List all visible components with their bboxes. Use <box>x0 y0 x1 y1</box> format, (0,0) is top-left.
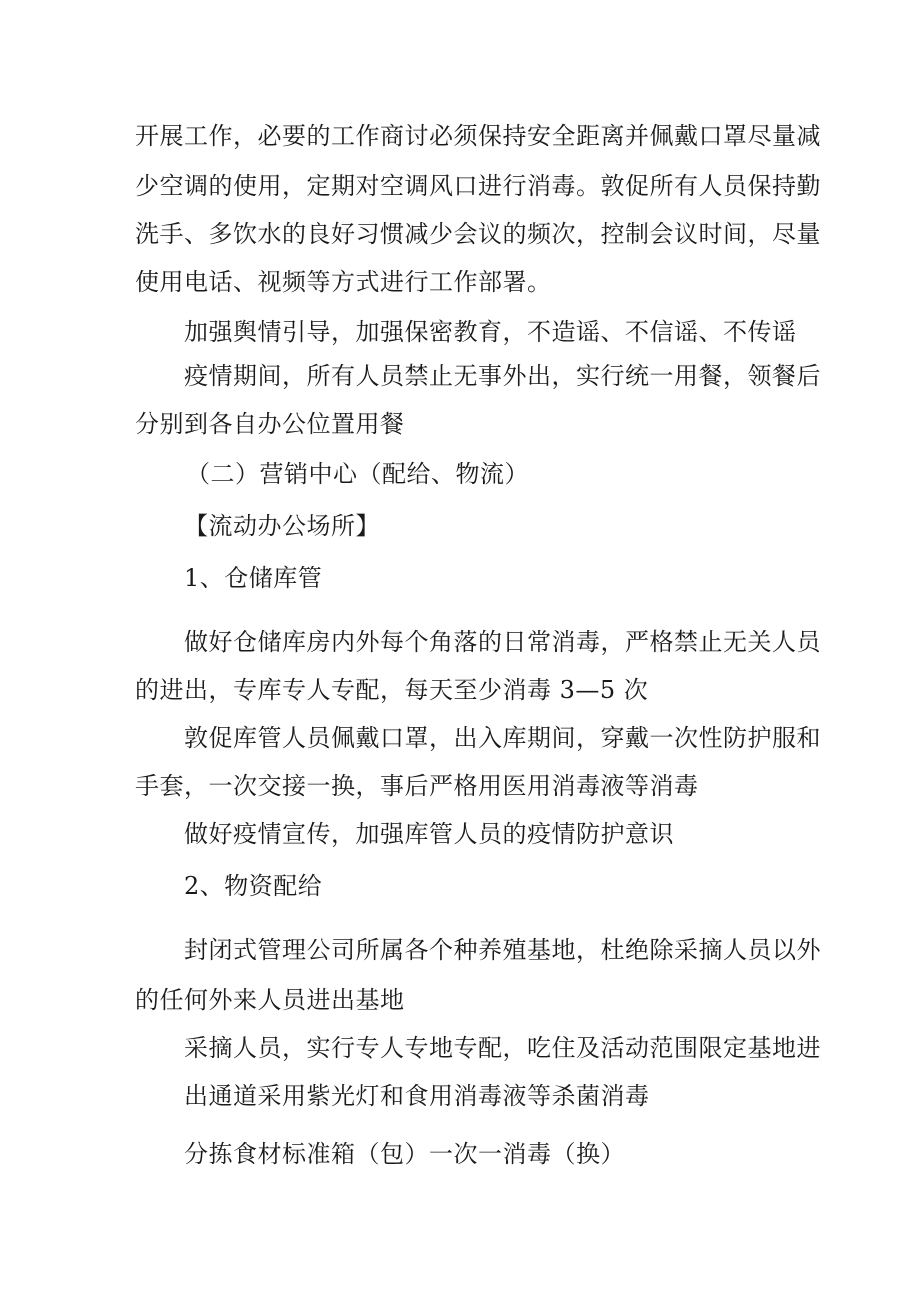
paragraph-line: 开展工作，必要的工作商讨必须保持安全距离并佩戴口罩尽量减 <box>135 122 821 150</box>
subsection-heading: 【流动办公场所】 <box>184 512 380 540</box>
paragraph-line: 疫情期间，所有人员禁止无事外出，实行统一用餐，领餐后 <box>184 362 821 390</box>
item-heading: 1、仓储库管 <box>184 564 323 592</box>
paragraph-line: 的任何外来人员进出基地 <box>135 986 405 1014</box>
paragraph-line: 做好疫情宣传，加强库管人员的疫情防护意识 <box>184 820 674 848</box>
section-heading: （二）营销中心（配给、物流） <box>186 460 529 488</box>
paragraph-line: 洗手、多饮水的良好习惯减少会议的频次，控制会议时间，尽量 <box>135 220 821 248</box>
paragraph-line: 的进出，专库专人专配，每天至少消毒 3—5 次 <box>135 676 649 704</box>
paragraph-line: 使用电话、视频等方式进行工作部署。 <box>135 268 552 296</box>
paragraph-line: 加强舆情引导，加强保密教育，不造谣、不信谣、不传谣 <box>184 318 797 346</box>
paragraph-line: 做好仓储库房内外每个角落的日常消毒，严格禁止无关人员 <box>184 628 821 656</box>
paragraph-line: 分别到各自办公位置用餐 <box>135 410 405 438</box>
paragraph-line: 敦促库管人员佩戴口罩，出入库期间，穿戴一次性防护服和 <box>184 724 821 752</box>
paragraph-line: 手套，一次交接一换，事后严格用医用消毒液等消毒 <box>135 772 699 800</box>
item-heading: 2、物资配给 <box>184 872 323 900</box>
paragraph-line: 少空调的使用，定期对空调风口进行消毒。敦促所有人员保持勤 <box>135 172 821 200</box>
paragraph-line: 封闭式管理公司所属各个种养殖基地，杜绝除采摘人员以外 <box>184 936 821 964</box>
paragraph-line: 分拣食材标准箱（包）一次一消毒（换） <box>184 1140 625 1168</box>
paragraph-line: 出通道采用紫光灯和食用消毒液等杀菌消毒 <box>184 1082 650 1110</box>
paragraph-line: 采摘人员，实行专人专地专配，吃住及活动范围限定基地进 <box>184 1034 821 1062</box>
